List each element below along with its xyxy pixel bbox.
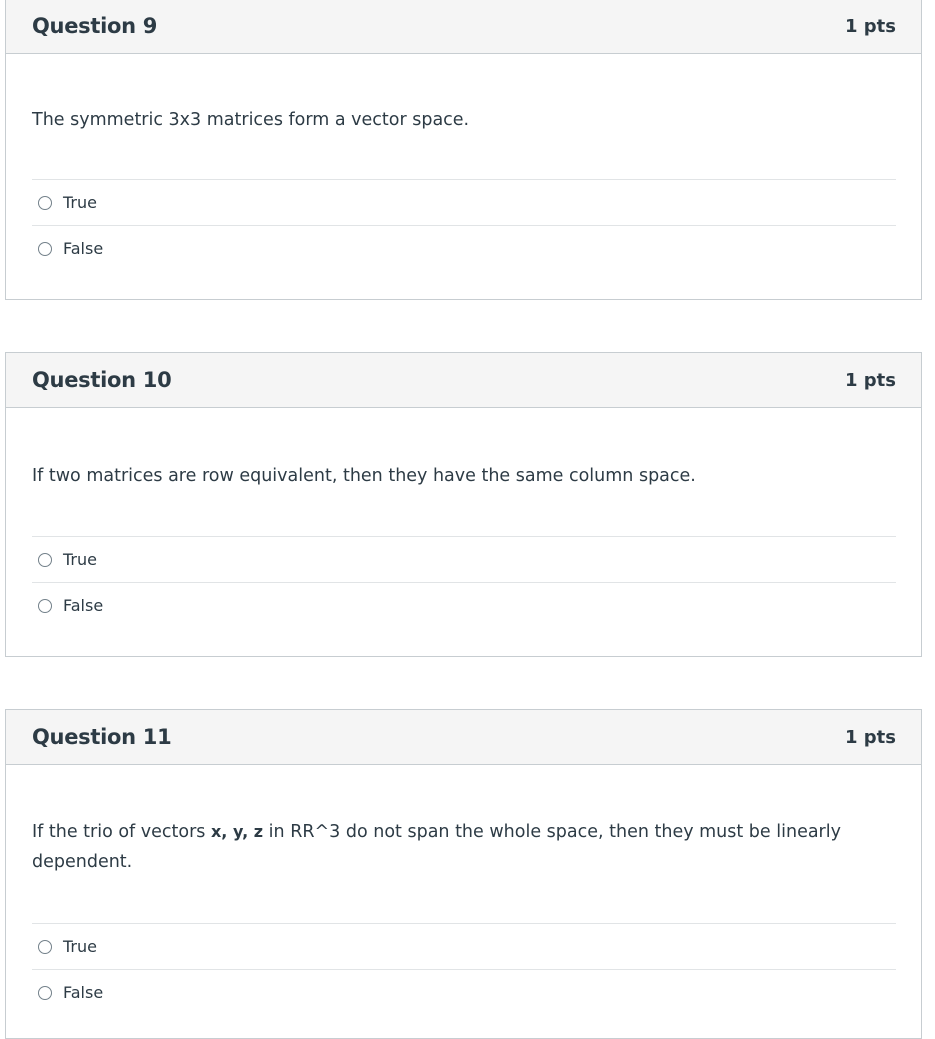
question-card-9 xyxy=(5,0,922,300)
answer-option-false[interactable] xyxy=(32,225,896,271)
question-header xyxy=(6,0,921,54)
answer-label: True xyxy=(63,937,97,956)
answer-list xyxy=(32,179,896,271)
radio-button[interactable] xyxy=(38,242,52,256)
answer-list xyxy=(32,536,896,628)
answer-label: False xyxy=(63,983,104,1002)
question-body xyxy=(6,765,921,1015)
question-body xyxy=(6,54,921,271)
question-header xyxy=(6,710,921,765)
question-body xyxy=(6,408,921,628)
question-text xyxy=(32,765,852,923)
question-title: Question 10 xyxy=(32,368,172,392)
answer-option-true[interactable] xyxy=(32,923,896,969)
radio-button[interactable] xyxy=(38,599,52,613)
question-points: 1 pts xyxy=(845,726,896,748)
question-text-end: in RR^3 do not span the whole space, then they must be linearly dependent. xyxy=(32,822,841,872)
answer-option-true[interactable] xyxy=(32,536,896,582)
answer-label: True xyxy=(63,193,97,212)
question-header xyxy=(6,353,921,408)
radio-button[interactable] xyxy=(38,940,52,954)
question-text-start: If the trio of vectors xyxy=(32,822,211,842)
answer-list xyxy=(32,923,896,1015)
radio-button[interactable] xyxy=(38,196,52,210)
answer-option-false[interactable] xyxy=(32,582,896,628)
answer-label: False xyxy=(63,596,104,615)
answer-label: True xyxy=(63,550,97,569)
question-card-10 xyxy=(5,352,922,657)
vector-names: x, y, z xyxy=(210,822,264,841)
answer-label: False xyxy=(63,239,104,258)
question-points: 1 pts xyxy=(845,15,896,37)
question-title: Question 11 xyxy=(32,725,172,749)
answer-option-true[interactable] xyxy=(32,179,896,225)
radio-button[interactable] xyxy=(38,553,52,567)
answer-option-false[interactable] xyxy=(32,969,896,1015)
question-card-11 xyxy=(5,709,922,1039)
question-title: Question 9 xyxy=(32,14,158,38)
question-text: If two matrices are row equivalent, then they have the same column space. xyxy=(32,466,696,486)
question-points: 1 pts xyxy=(845,369,896,391)
question-text: The symmetric 3x3 matrices form a vector space. xyxy=(32,110,470,130)
radio-button[interactable] xyxy=(38,986,52,1000)
